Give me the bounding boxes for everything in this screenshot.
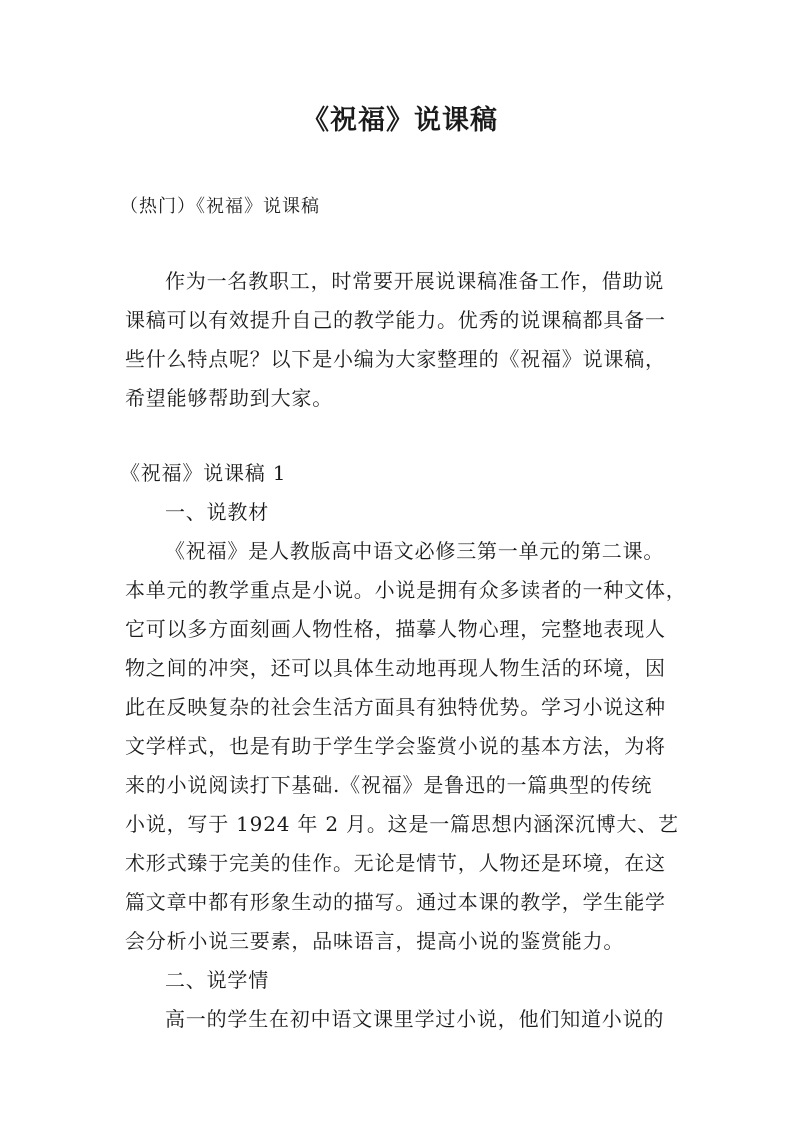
document-title: 《祝福》说课稿 (302, 105, 498, 136)
paragraph-line: 希望能够帮助到大家。 (125, 386, 333, 410)
paragraph-line: 来的小说阅读打下基础.《祝福》是鲁迅的一篇典型的传统 (125, 773, 653, 797)
paragraph-line: 小说，写于 1924 年 2 月。这是一篇思想内涵深沉博大、艺 (125, 812, 679, 836)
document-subtitle: （热门）《祝福》说课稿 (120, 196, 320, 217)
paragraph-line: 物之间的冲突，还可以具体生动地再现人物生活的环境，因 (125, 656, 666, 680)
paragraph-line: 此在反映复杂的社会生活方面具有独特优势。学习小说这种 (125, 695, 666, 719)
paragraph-line: 它可以多方面刻画人物性格，描摹人物心理，完整地表现人 (125, 617, 666, 641)
paragraph-line: 《祝福》是人教版高中语文必修三第一单元的第二课。 (165, 539, 665, 563)
paragraph-line: 术形式臻于完美的佳作。无论是情节，人物还是环境，在这 (125, 851, 666, 875)
part1-heading: 一、说教材 (165, 500, 269, 524)
paragraph-line: 高一的学生在初中语文课里学过小说，他们知道小说的 (165, 1007, 665, 1031)
section-1 (120, 454, 687, 1039)
paragraph-line: 些什么特点呢？以下是小编为大家整理的《祝福》说课稿， (125, 347, 666, 371)
paragraph-line: 篇文章中都有形象生动的描写。通过本课的教学，学生能学 (125, 890, 666, 914)
paragraph-line: 课稿可以有效提升自己的教学能力。优秀的说课稿都具备一 (125, 308, 666, 332)
intro-paragraph (125, 262, 685, 418)
paragraph-line: 会分析小说三要素，品味语言，提高小说的鉴赏能力。 (125, 929, 625, 953)
part2-heading: 二、说学情 (165, 968, 269, 992)
paragraph-line: 本单元的教学重点是小说。小说是拥有众多读者的一种文体， (125, 578, 687, 602)
section-title: 《祝福》说课稿 1 (120, 461, 287, 485)
paragraph-line: 文学样式，也是有助于学生学会鉴赏小说的基本方法，为将 (125, 734, 666, 758)
paragraph-line: 作为一名教职工，时常要开展说课稿准备工作，借助说 (165, 269, 665, 293)
